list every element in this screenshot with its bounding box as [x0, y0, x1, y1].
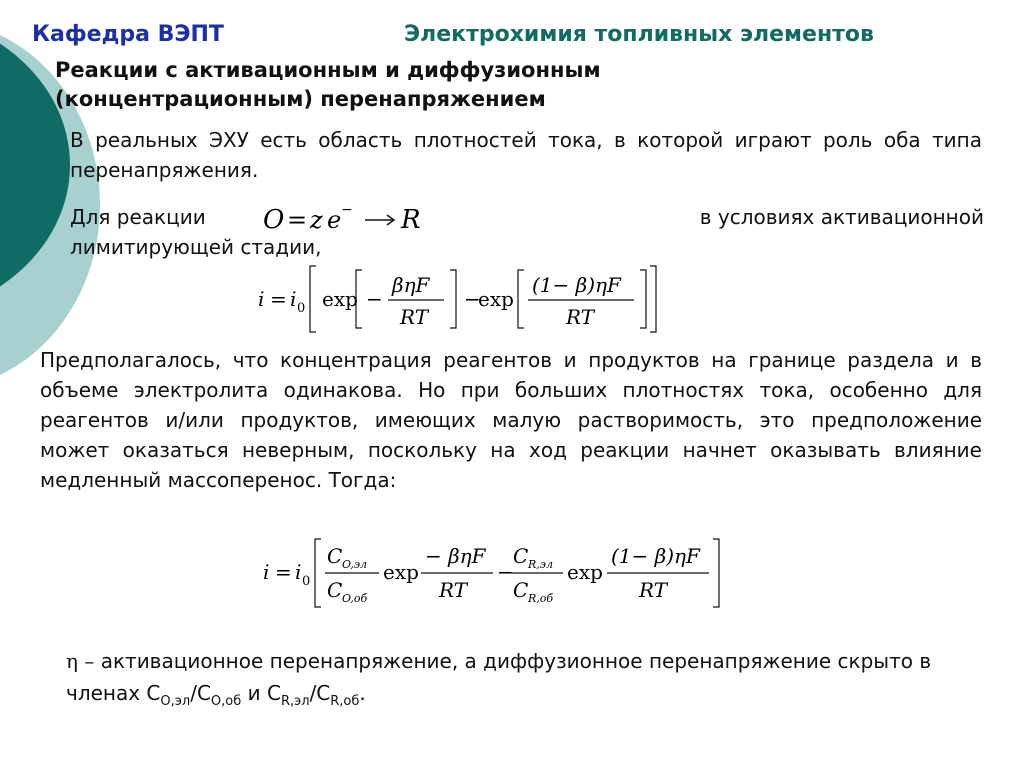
eta-symbol: η – [66, 649, 95, 673]
f2-i: i [263, 560, 270, 584]
f2-c1-num: C [327, 544, 343, 568]
f2-c2-num-sub: R,эл [528, 558, 553, 571]
f2-c1-den-sub: O,об [342, 592, 368, 605]
f2-c1-den: C [327, 578, 343, 602]
p4-slash2: /C [309, 681, 331, 705]
p4-sub1: O,эл [160, 694, 191, 709]
f1-den1: RT [400, 305, 429, 329]
f2-minus: − [497, 560, 514, 584]
p4-text1: активационное перенапряжение, а диффузионное перенапряжение скрыто в членах C [66, 649, 932, 705]
f1-bracket1-right [450, 270, 456, 328]
f2-den1: RT [439, 578, 468, 602]
f1-exp2: exp [478, 287, 514, 311]
paragraph-mass-transfer: Предполагалось, что концентрация реагентов и продуктов на границе раздела и в объеме электролита одинакова. Но при больших плотностях тока, особенно для реагентов и/или продуктов, имеющих малую растворимость, это предположение может оказаться неверным, поскольку на ход реакции начнет оказывать влияние медленный массоперенос. Тогда: [40, 348, 982, 492]
formula-activation [250, 262, 670, 336]
f2-exp2: exp [567, 560, 603, 584]
f1-num1: βηF [392, 273, 430, 297]
p4-sub3: R,эл [280, 694, 310, 709]
reaction-lhs: O [263, 205, 285, 235]
p4-sub4: R,об [330, 694, 360, 709]
paragraph-reaction-suffix: в условиях активационной [699, 205, 984, 229]
reaction-charge: − [341, 202, 353, 218]
reaction-equation [255, 198, 435, 238]
department-header: Кафедра ВЭПТ [32, 22, 224, 47]
p4-end: . [359, 681, 366, 705]
f1-minus1: − [366, 287, 383, 311]
f2-num2: (1− β)ηF [611, 544, 700, 568]
slide-title: Реакции с активационным и диффузионным (концентрационным) перенапряжением [55, 58, 601, 111]
paragraph-reaction-prefix: Для реакции [70, 205, 206, 229]
f1-minus2: − [464, 287, 481, 311]
f2-bracket-left [315, 539, 321, 607]
f2-c2-den-sub: R,об [528, 592, 554, 605]
f2-den2: RT [639, 578, 668, 602]
paragraph-reaction-continuation: лимитирующей стадии, [70, 235, 322, 259]
p4-slash1: /C [190, 681, 211, 705]
f1-bracket2-right [640, 270, 646, 328]
f1-i0: i [290, 287, 297, 311]
formula-concentration [255, 535, 725, 611]
f1-i: i [258, 287, 265, 311]
f2-bracket-right [713, 539, 719, 607]
f2-exp1: exp [383, 560, 419, 584]
f2-i0: i [295, 560, 302, 584]
f1-i0-sub: 0 [297, 301, 306, 316]
f2-c2-num: C [513, 544, 529, 568]
f1-outer-bracket-right [650, 266, 656, 332]
reaction-z: z [310, 206, 323, 234]
f1-outer-bracket-left [310, 266, 316, 332]
reaction-e: e [327, 206, 342, 234]
f1-exp1: exp [322, 287, 358, 311]
f2-c1-num-sub: O,эл [342, 558, 368, 571]
f2-c2-den: C [513, 578, 529, 602]
f1-eq: = [270, 287, 287, 311]
course-header: Электрохимия топливных элементов [404, 22, 874, 47]
paragraph-real-fuel-cells: В реальных ЭХУ есть область плотностей тока, в которой играют роль оба типа перенапряжения. [70, 128, 982, 182]
f2-eq: = [275, 560, 292, 584]
f2-i0-sub: 0 [302, 574, 311, 589]
f1-bracket2-left [518, 270, 524, 328]
f1-num2: (1− β)ηF [532, 273, 621, 297]
p4-and: и C [241, 681, 281, 705]
p4-sub2: O,об [210, 694, 242, 709]
reaction-rhs: R [401, 205, 421, 235]
f2-num1: − βηF [425, 544, 486, 568]
reaction-eq: = [287, 206, 308, 234]
paragraph-eta-definition [66, 645, 966, 709]
f1-den2: RT [566, 305, 595, 329]
